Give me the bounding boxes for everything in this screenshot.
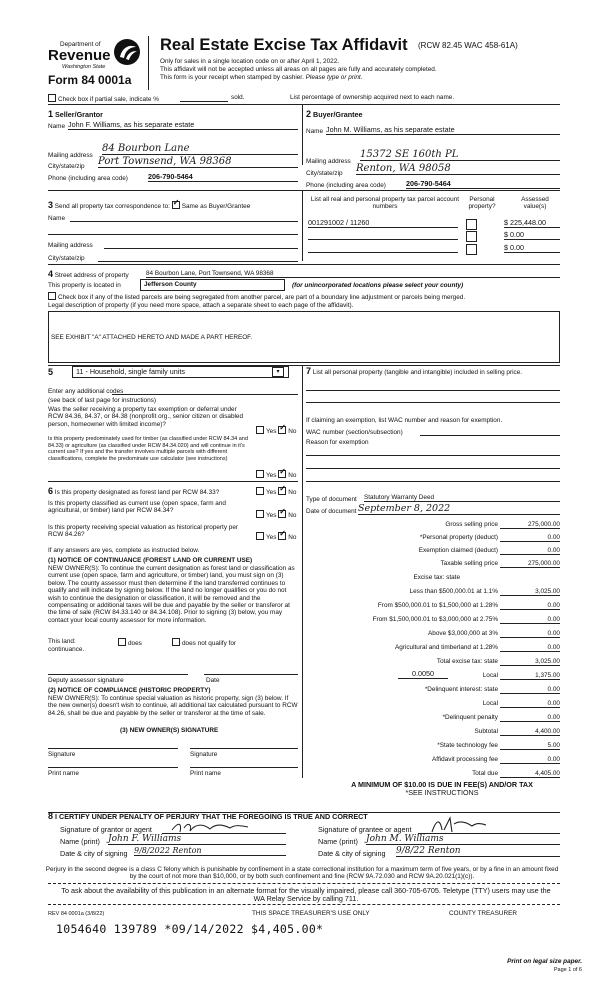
- forest-land-question: 6 Is this property designated as forest land per RCW 84.33?: [48, 486, 220, 496]
- buyer-heading: 2 Buyer/Grantee: [306, 109, 363, 119]
- deputy-date-label: Date: [206, 677, 220, 684]
- county-label: This property is located in: [48, 282, 121, 289]
- page-title: Real Estate Excise Tax Affidavit: [160, 36, 408, 54]
- buyer-city-label: City/state/zip: [306, 170, 343, 177]
- parcel-number-1[interactable]: 001291002 / 11260: [308, 219, 458, 228]
- exemption-question: Was the seller receiving a property tax exemption or deferral under RCW 84.36, 84.37, or 84.38 (nonprofit org., senior citizen or disabled person, homeowner with limited income)?: [48, 406, 244, 428]
- dept-revenue: Revenue: [48, 47, 111, 64]
- seller-city-field[interactable]: Port Townsend, WA 98368: [98, 156, 298, 168]
- owner-signature-label-1: Signature: [48, 751, 76, 758]
- current-use-question: Is this property classified as current use (open space, farm and agricultural, or timber) land per RCW 84.34?: [48, 500, 226, 515]
- grantee-date-label: Date & city of signing: [318, 849, 386, 858]
- doc-type-label: Type of document: [306, 496, 357, 503]
- wac-number-label: WAC number (section/subsection): [306, 429, 403, 436]
- buyer-name-field[interactable]: John M. Williams, as his separate estate: [326, 126, 560, 135]
- additional-codes-label: Enter any additional codes: [48, 388, 124, 395]
- grantee-name-field[interactable]: John M. Williams: [366, 834, 560, 845]
- treasurer-receipt-stamp: 1054640 139789 *09/14/2022 $4,405.00*: [56, 922, 324, 936]
- dept-state: Washington State: [62, 64, 106, 70]
- timber-question: Is this property predominately used for timber (as classified under RCW 84.34 and 84.33) or agriculture (as classified under RCW 84.34.020) and will continue in it's current use? If yes and the transfer involves multiple parcels with different classifications, complete the predominate use calculator (see instructions): [48, 436, 248, 462]
- does-not-checkbox[interactable]: does not qualify for: [172, 638, 236, 647]
- legal-paper-note: Print on legal size paper.: [507, 958, 582, 965]
- county-select[interactable]: Jefferson County: [140, 279, 285, 291]
- land-use-select[interactable]: 11 - Household, single family units: [72, 366, 289, 378]
- deputy-signature-label: Deputy assessor signature: [48, 677, 124, 684]
- doc-type-field[interactable]: Statutory Warranty Deed: [364, 494, 560, 502]
- exemption-yes-no[interactable]: Yes ✓ No: [256, 426, 296, 435]
- assessed-value-2[interactable]: $ 0.00: [504, 231, 560, 240]
- section3-text: 3 Send all property tax correspondence to: ✓ Same as Buyer/Grantee: [48, 201, 250, 210]
- historic-yes-no[interactable]: Yes ✓ No: [256, 532, 296, 541]
- historic-question: Is this property receiving special valuation as historical property per RCW 84.26?: [48, 524, 239, 539]
- seller-mailing-label: Mailing address: [48, 152, 93, 159]
- same-as-buyer-checkbox[interactable]: [172, 201, 180, 209]
- segregate-checkbox[interactable]: Check box if any of the listed parcels are being segregated from another parcel, are part of a boundary line adjustment or parcels being merged.: [48, 292, 465, 301]
- legal-description-box[interactable]: [48, 311, 560, 363]
- street-address-field[interactable]: 84 Bourbon Lane, Port Townsend, WA 98368: [146, 270, 560, 278]
- perjury-notice: Perjury in the second degree is a class C felony which is punishable by confinement in a state correctional institution for a maximum term of five years, or by a fine in an amount fixed by the court of not more than $10,000, or by both such confinement and fine (RCW 9A.72.030 and RCW 9A.20.021(1)(c)).: [45, 866, 559, 881]
- grantee-date-field[interactable]: 9/8/22 Renton: [396, 846, 560, 857]
- county-note: (for unincorporated locations please select your county): [292, 282, 464, 289]
- notice-continuance-title: (1) NOTICE OF CONTINUANCE (FOREST LAND OR CURRENT USE): [48, 557, 253, 564]
- buyer-phone-label: Phone (including area code): [306, 182, 386, 189]
- grantor-date-label: Date & city of signing: [60, 849, 128, 858]
- seller-name-label: Name: [48, 123, 66, 130]
- personal-property-col-header: Personal property?: [468, 196, 496, 211]
- seller-name-field[interactable]: John F. Williams, as his separate estate: [68, 121, 298, 130]
- parcel-col-header: List all real and personal property tax parcel account numbers: [310, 196, 460, 211]
- section5-num: 5: [48, 367, 54, 377]
- grantee-signature-label: Signature of grantee or agent: [318, 825, 412, 834]
- buyer-mailing-label: Mailing address: [306, 158, 351, 165]
- subtitle-3: This form is your receipt when stamped by cashier. Please type or print.: [160, 74, 363, 81]
- wa-revenue-logo-icon: [112, 37, 142, 67]
- seller-phone-field[interactable]: 206-790-5464: [148, 173, 298, 182]
- see-instructions-note: *SEE INSTRUCTIONS: [405, 788, 479, 797]
- partial-sold-label: sold.: [231, 94, 245, 101]
- form-number: Form 84 0001a: [48, 73, 132, 87]
- continuance-label: continuance.: [48, 646, 85, 653]
- dept-line1: Department of: [60, 41, 101, 48]
- buyer-mailing-field[interactable]: 15372 SE 160th PL: [360, 149, 560, 161]
- legal-description-text: SEE EXHIBIT "A" ATTACHED HERETO AND MADE A PART HEREOF.: [51, 334, 253, 341]
- partial-sale-checkbox[interactable]: Check box if partial sale, indicate %: [48, 94, 159, 103]
- page-number: Page 1 of 6: [553, 967, 582, 973]
- personal-property-text: 7 List all personal property (tangible and intangible) included in selling price.: [306, 366, 523, 376]
- this-land-label: This land:: [48, 638, 76, 645]
- new-owner-signature-title: (3) NEW OWNER(S) SIGNATURE: [120, 727, 219, 734]
- grantor-signature-label: Signature of grantor or agent: [60, 825, 152, 834]
- codes-note: (see back of last page for instructions): [48, 397, 156, 404]
- if-yes-instruction: If any answers are yes, complete as instructed below.: [48, 547, 200, 554]
- seller-heading: 1 Seller/Grantor: [48, 109, 103, 119]
- doc-date-field[interactable]: September 8, 2022: [358, 503, 560, 515]
- street-address-label: 4 Street address of property: [48, 269, 129, 279]
- parcel-number-2[interactable]: [308, 231, 458, 240]
- seller-phone-label: Phone (including area code): [48, 175, 128, 182]
- assessed-value-3[interactable]: $ 0.00: [504, 244, 560, 253]
- section3-mailing-label: Mailing address: [48, 242, 93, 249]
- rev-number: REV 84 0001a (3/8/22): [48, 911, 105, 917]
- legal-description-label: Legal description of property (if you need more space, attach a separate sheet to each page of the affidavit).: [48, 302, 354, 309]
- grantor-date-field[interactable]: 9/8/2022 Renton: [134, 846, 286, 856]
- subtitle-1: Only for sales in a single location code on or after April 1, 2022.: [160, 58, 340, 65]
- notice-continuance-text: NEW OWNER(S): To continue the current designation as forest land or classification as current use (open space, farm and agriculture, or timber) land, you must sign on (3) below. The county assessor must then determine if the land transferred continues to qualify and will indicate by signing below. If the land no longer qualifies or you do not wish to continue the designation or classification, it will be removed and the compensating or additional taxes will be due and payable by the seller or transferor at the time of sale (RCW 84.33.140 or 84.34.108). Prior to signing (3) below, you may contact your local county assessor for more information.: [48, 565, 295, 624]
- section3-name-label: Name: [48, 215, 66, 222]
- owner-print-label-2: Print name: [190, 770, 221, 777]
- grantor-name-label: Name (print): [60, 837, 100, 846]
- subtitle-2: This affidavit will not be accepted unless all areas on all pages are fully and accurately completed.: [160, 66, 437, 73]
- personal-property-checkbox-2[interactable]: [466, 231, 477, 242]
- exemption-claim-text: If claiming an exemption, list WAC number and reason for exemption.: [306, 417, 503, 424]
- timber-yes-no[interactable]: Yes ✓ No: [256, 470, 296, 479]
- parcel-number-3[interactable]: [308, 244, 458, 253]
- current-use-yes-no[interactable]: Yes ✓ No: [256, 510, 296, 519]
- forest-yes-no[interactable]: Yes ✓ No: [256, 487, 296, 496]
- buyer-city-field[interactable]: Renton, WA 98058: [356, 163, 560, 175]
- rcw-reference: (RCW 82.45 WAC 458-61A): [418, 41, 518, 50]
- owner-print-label-1: Print name: [48, 770, 79, 777]
- local-rate-field[interactable]: 0.0050: [398, 670, 448, 679]
- treasurer-use-label: THIS SPACE TREASURER'S USE ONLY: [252, 910, 370, 917]
- assessed-value-col-header: Assessed value(s): [521, 196, 549, 211]
- seller-mailing-field[interactable]: 84 Bourbon Lane: [102, 143, 298, 155]
- minimum-due-note: A MINIMUM OF $10.00 IS DUE IN FEE(S) AND/OR TAX: [351, 780, 533, 789]
- buyer-phone-field[interactable]: 206-790-5464: [406, 180, 560, 189]
- seller-city-label: City/state/zip: [48, 163, 85, 170]
- ownership-note: List percentage of ownership acquired next to each name.: [290, 94, 455, 101]
- alt-format-notice: To ask about the availability of this publication in an alternate format for the visually impaired, please call 360-705-6705. Teletype (TTY) users may use the WA Relay Service by calling 711.: [61, 886, 551, 904]
- certify-heading: 8 I CERTIFY UNDER PENALTY OF PERJURY THAT THE FOREGOING IS TRUE AND CORRECT: [48, 811, 368, 821]
- does-checkbox[interactable]: does: [118, 638, 142, 647]
- exemption-reason-label: Reason for exemption: [306, 439, 369, 446]
- grantor-signature-icon: [170, 820, 250, 834]
- grantor-name-field[interactable]: John F. Williams: [108, 834, 286, 845]
- notice-compliance-title: (2) NOTICE OF COMPLIANCE (HISTORIC PROPERTY): [48, 687, 211, 694]
- county-treasurer-label: COUNTY TREASURER: [449, 910, 517, 917]
- notice-compliance-text: NEW OWNER(S): To continue special valuation as historic property, sign (3) below. If the new owner(s) doesn't wish to continue, all additional tax calculated pursuant to RCW 84.26, shall be due and payable by the seller or transferor at the time of sale.: [48, 695, 298, 717]
- buyer-name-label: Name: [306, 128, 324, 135]
- doc-date-label: Date of document: [306, 508, 357, 515]
- personal-property-checkbox-3[interactable]: [466, 244, 477, 255]
- grantee-signature-icon: [428, 816, 488, 834]
- chevron-down-icon[interactable]: ▾: [272, 367, 284, 377]
- grantee-name-label: Name (print): [318, 837, 358, 846]
- owner-signature-label-2: Signature: [190, 751, 218, 758]
- section3-city-label: City/state/zip: [48, 255, 85, 262]
- assessed-value-1[interactable]: $ 225,448.00: [504, 219, 560, 228]
- personal-property-checkbox-1[interactable]: [466, 219, 477, 230]
